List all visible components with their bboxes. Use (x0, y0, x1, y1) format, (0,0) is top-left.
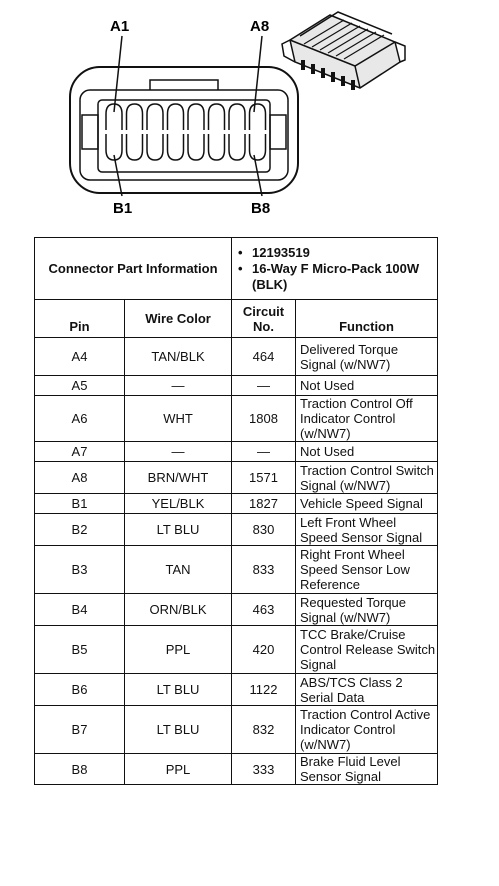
part-info-row (35, 238, 438, 300)
cavity-a8 (250, 104, 266, 130)
pin-label-b1: B1 (113, 200, 133, 217)
table-row (35, 338, 438, 376)
leader-b8 (254, 155, 262, 196)
table-row (35, 546, 438, 594)
header-pin: Pin (35, 300, 125, 338)
table-row (35, 442, 438, 462)
header-function: Function (296, 300, 438, 338)
table-row (35, 594, 438, 626)
cavity-b7 (229, 134, 245, 160)
part-info-label: Connector Part Information (35, 238, 232, 300)
pin-cell: B1 (35, 494, 125, 514)
wire-color-cell: LT BLU (125, 514, 232, 546)
pin-cell: A7 (35, 442, 125, 462)
pin-label-a8: A8 (250, 18, 270, 35)
pin-cell: B4 (35, 594, 125, 626)
cavity-a5 (188, 104, 204, 130)
pin-cavities (106, 104, 266, 160)
circuit-cell: 1571 (232, 462, 296, 494)
function-cell: Traction Control Off Indicator Control (w/NW7) (296, 396, 438, 442)
pin-cell: B8 (35, 754, 125, 785)
wire-color-cell: BRN/WHT (125, 462, 232, 494)
pin-cell: B6 (35, 674, 125, 706)
circuit-cell: 463 (232, 594, 296, 626)
wire-color-cell: LT BLU (125, 706, 232, 754)
connector-isometric-icon (282, 12, 405, 90)
table-row (35, 376, 438, 396)
cavity-a2 (127, 104, 143, 130)
cavity-a6 (209, 104, 225, 130)
pin-cell: B3 (35, 546, 125, 594)
function-cell: Right Front Wheel Speed Sensor Low Reference (296, 546, 438, 594)
function-cell: Delivered Torque Signal (w/NW7) (296, 338, 438, 376)
circuit-cell: 464 (232, 338, 296, 376)
circuit-cell: 1122 (232, 674, 296, 706)
wire-color-cell: YEL/BLK (125, 494, 232, 514)
pin-cell: B5 (35, 626, 125, 674)
table-row (35, 674, 438, 706)
circuit-cell: 333 (232, 754, 296, 785)
circuit-cell: 833 (232, 546, 296, 594)
wire-color-cell: ORN/BLK (125, 594, 232, 626)
table-row (35, 626, 438, 674)
wire-color-cell: WHT (125, 396, 232, 442)
function-cell: Traction Control Active Indicator Control (w/NW7) (296, 706, 438, 754)
circuit-cell: 420 (232, 626, 296, 674)
leader-b1 (114, 155, 122, 196)
function-cell: Traction Control Switch Signal (w/NW7) (296, 462, 438, 494)
cavity-b5 (188, 134, 204, 160)
function-cell: Brake Fluid Level Sensor Signal (296, 754, 438, 785)
function-cell: Requested Torque Signal (w/NW7) (296, 594, 438, 626)
table-row (35, 706, 438, 754)
table-row (35, 396, 438, 442)
function-cell: TCC Brake/Cruise Control Release Switch Signal (296, 626, 438, 674)
header-row (35, 300, 438, 338)
pin-cell: A5 (35, 376, 125, 396)
wire-color-cell: TAN (125, 546, 232, 594)
connector-pinout-table (34, 237, 438, 785)
wire-color-cell: LT BLU (125, 674, 232, 706)
wire-color-cell: PPL (125, 754, 232, 785)
cavity-b8 (250, 134, 266, 160)
part-number: • 12193519 (238, 245, 437, 261)
cavity-a4 (168, 104, 184, 130)
wire-color-cell: PPL (125, 626, 232, 674)
function-cell: ABS/TCS Class 2 Serial Data (296, 674, 438, 706)
part-description: • 16-Way F Micro-Pack 100W (BLK) (238, 261, 437, 293)
table-row (35, 754, 438, 785)
pin-cell: B7 (35, 706, 125, 754)
cavity-b6 (209, 134, 225, 160)
function-cell: Left Front Wheel Speed Sensor Signal (296, 514, 438, 546)
wire-color-cell: — (125, 376, 232, 396)
cavity-b2 (127, 134, 143, 160)
cavity-b3 (147, 134, 163, 160)
part-info-list (232, 238, 438, 300)
pin-cell: A6 (35, 396, 125, 442)
circuit-cell: 1827 (232, 494, 296, 514)
pin-cell: B2 (35, 514, 125, 546)
wire-color-cell: — (125, 442, 232, 462)
wire-color-cell: TAN/BLK (125, 338, 232, 376)
function-cell: Not Used (296, 442, 438, 462)
pin-label-a1: A1 (110, 18, 130, 35)
pin-label-b8: B8 (251, 200, 271, 217)
function-cell: Vehicle Speed Signal (296, 494, 438, 514)
circuit-cell: — (232, 376, 296, 396)
circuit-cell: 832 (232, 706, 296, 754)
circuit-cell: — (232, 442, 296, 462)
circuit-cell: 1808 (232, 396, 296, 442)
circuit-cell: 830 (232, 514, 296, 546)
connector-diagram (0, 0, 499, 236)
pin-cell: A4 (35, 338, 125, 376)
header-wire-color: Wire Color (125, 300, 232, 338)
table-row (35, 514, 438, 546)
cavity-b4 (168, 134, 184, 160)
cavity-a7 (229, 104, 245, 130)
function-cell: Not Used (296, 376, 438, 396)
table-row (35, 462, 438, 494)
pin-cell: A8 (35, 462, 125, 494)
header-circuit: Circuit No. (232, 300, 296, 338)
cavity-a3 (147, 104, 163, 130)
table-row (35, 494, 438, 514)
